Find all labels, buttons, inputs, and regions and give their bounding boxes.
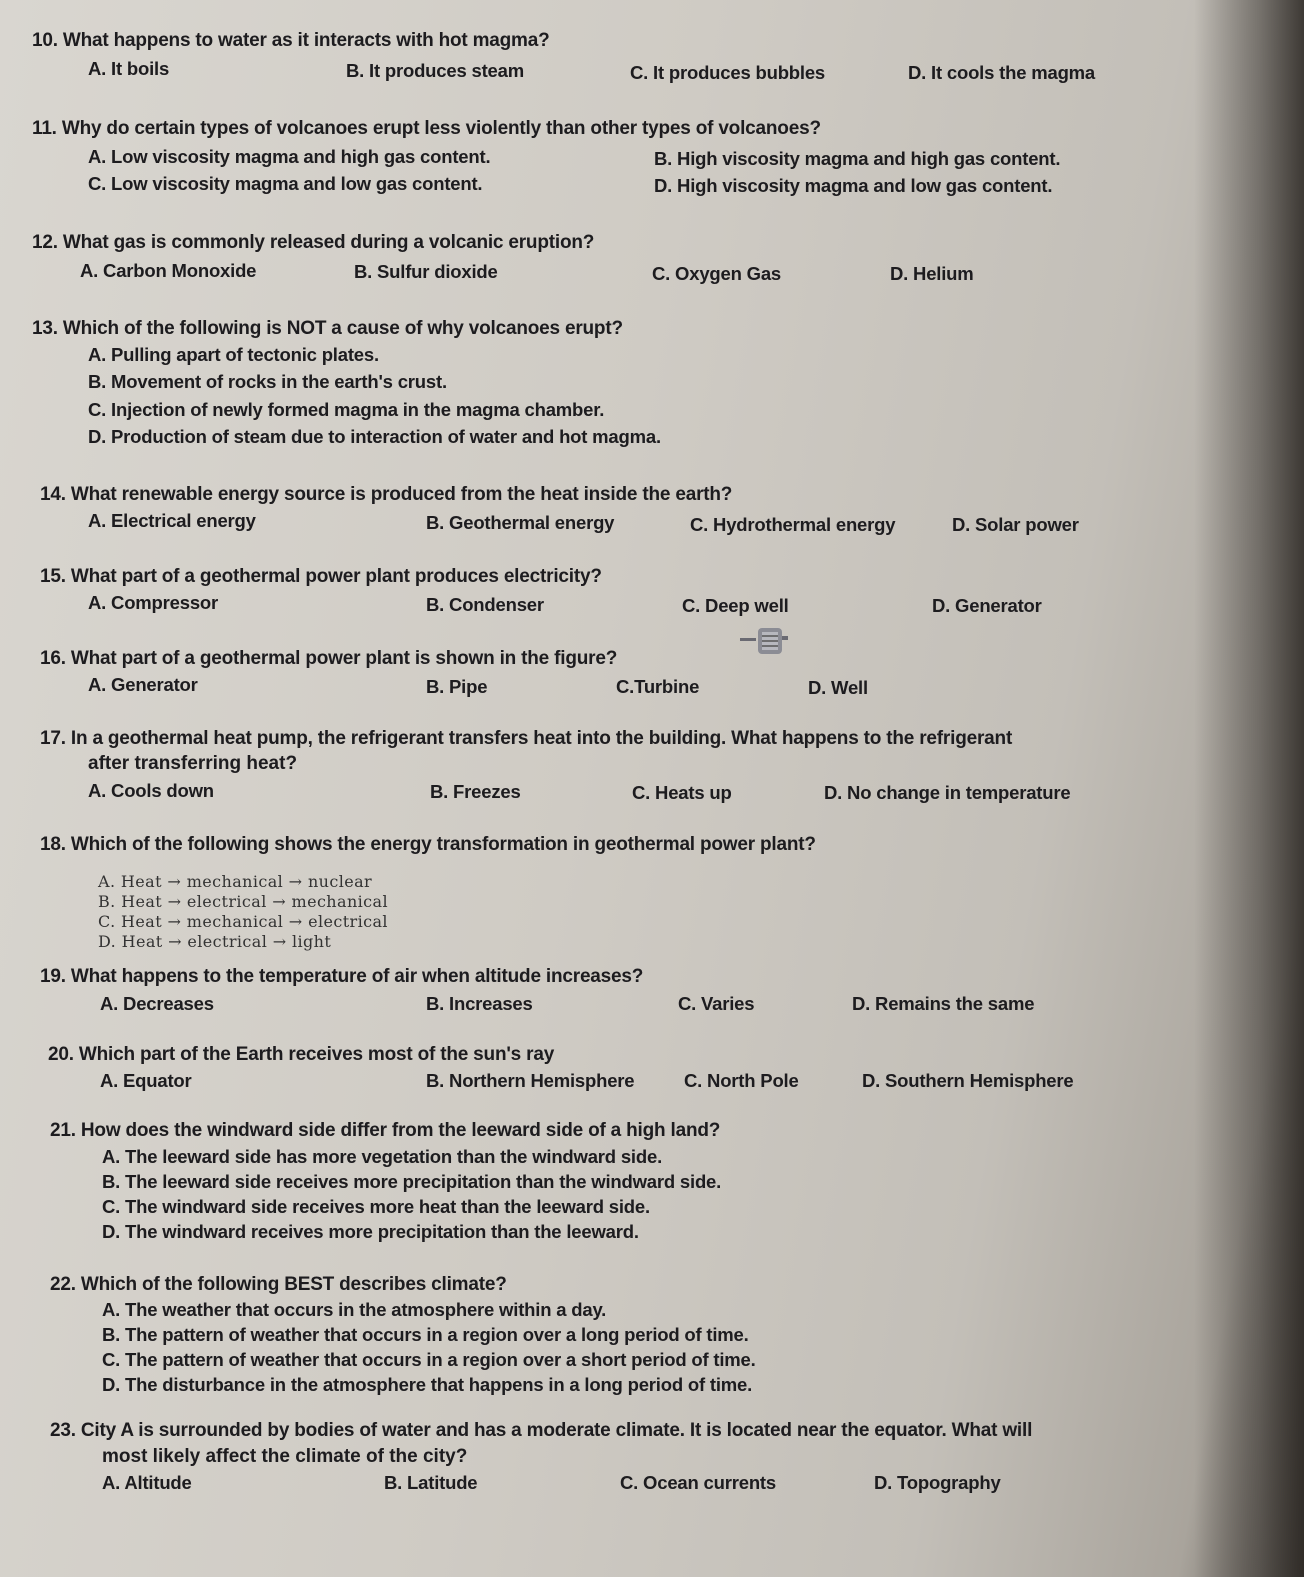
question-14-option-d: D. Solar power <box>952 514 1079 535</box>
question-12-option-a: A. Carbon Monoxide <box>80 260 257 281</box>
question-13-option-c: C. Injection of newly formed magma in the magma chamber. <box>88 399 605 420</box>
question-10-option-b: B. It produces steam <box>346 60 524 81</box>
question-19-option-c: C. Varies <box>678 993 755 1014</box>
question-23-option-c: C. Ocean currents <box>620 1472 776 1493</box>
question-14-option-a: A. Electrical energy <box>88 510 256 531</box>
question-18-option-a: A. Heat → mechanical → nuclear <box>98 872 373 891</box>
question-12-option-c: C. Oxygen Gas <box>652 263 782 284</box>
question-10-option-d: D. It cools the magma <box>908 62 1096 83</box>
question-23-stem-continued: most likely affect the climate of the city? <box>102 1446 468 1467</box>
question-22-stem: 22. Which of the following BEST describes climate? <box>50 1274 507 1295</box>
question-18-option-d: D. Heat → electrical → light <box>98 932 332 951</box>
question-15-stem: 15. What part of a geothermal power plant produces electricity? <box>40 566 602 587</box>
question-11-stem: 11. Why do certain types of volcanoes erupt less violently than other types of volcanoes? <box>32 118 821 139</box>
page-shadow-edge <box>1194 0 1304 1577</box>
question-10-option-a: A. It boils <box>88 58 170 79</box>
question-18-stem: 18. Which of the following shows the energy transformation in geothermal power plant? <box>40 834 816 855</box>
question-21-option-b: B. The leeward side receives more precipitation than the windward side. <box>102 1171 722 1192</box>
question-16-stem: 16. What part of a geothermal power plant is shown in the figure? <box>40 648 618 669</box>
question-15-option-d: D. Generator <box>932 595 1042 616</box>
question-20-option-c: C. North Pole <box>684 1070 799 1091</box>
question-13-stem: 13. Which of the following is NOT a cause of why volcanoes erupt? <box>32 318 623 339</box>
question-17-option-b: B. Freezes <box>430 781 521 802</box>
question-22-option-b: B. The pattern of weather that occurs in a region over a long period of time. <box>102 1324 749 1345</box>
question-20-option-b: B. Northern Hemisphere <box>426 1070 635 1091</box>
question-20-stem: 20. Which part of the Earth receives most of the sun's ray <box>48 1044 555 1065</box>
question-18-option-c: C. Heat → mechanical → electrical <box>98 912 388 931</box>
question-17-stem: 17. In a geothermal heat pump, the refrigerant transfers heat into the building. What happens to the refrigerant <box>40 728 1013 749</box>
question-14-stem: 14. What renewable energy source is produced from the heat inside the earth? <box>40 484 733 505</box>
question-19-option-a: A. Decreases <box>100 993 214 1014</box>
question-13-option-b: B. Movement of rocks in the earth's crust. <box>88 371 447 392</box>
question-21-option-d: D. The windward receives more precipitation than the leeward. <box>102 1221 639 1242</box>
question-20-option-a: A. Equator <box>100 1070 192 1091</box>
question-21-option-a: A. The leeward side has more vegetation than the windward side. <box>102 1146 663 1167</box>
question-15-option-c: C. Deep well <box>682 595 789 616</box>
question-13-option-d: D. Production of steam due to interaction of water and hot magma. <box>88 426 661 447</box>
question-17-option-a: A. Cools down <box>88 780 214 801</box>
question-16-option-d: D. Well <box>808 677 868 698</box>
question-16-option-c: C.Turbine <box>616 676 700 697</box>
question-19-option-b: B. Increases <box>426 993 533 1014</box>
question-12-option-d: D. Helium <box>890 263 974 284</box>
question-17-option-d: D. No change in temperature <box>824 782 1071 803</box>
question-17-option-c: C. Heats up <box>632 782 732 803</box>
question-10-stem: 10. What happens to water as it interacts with hot magma? <box>32 30 550 51</box>
question-15-option-a: A. Compressor <box>88 592 219 613</box>
question-12-option-b: B. Sulfur dioxide <box>354 261 498 282</box>
question-12-stem: 12. What gas is commonly released during a volcanic eruption? <box>32 232 595 253</box>
question-22-option-c: C. The pattern of weather that occurs in a region over a short period of time. <box>102 1349 756 1370</box>
question-11-option-c: C. Low viscosity magma and low gas content. <box>88 173 483 194</box>
question-23-option-a: A. Altitude <box>102 1472 192 1493</box>
question-11-option-a: A. Low viscosity magma and high gas content. <box>88 146 491 167</box>
question-19-stem: 19. What happens to the temperature of air when altitude increases? <box>40 966 644 987</box>
question-17-stem-continued: after transferring heat? <box>88 753 298 774</box>
question-14-option-b: B. Geothermal energy <box>426 512 615 533</box>
question-23-stem: 23. City A is surrounded by bodies of water and has a moderate climate. It is located near the equator. What will <box>50 1420 1033 1441</box>
question-11-option-b: B. High viscosity magma and high gas content. <box>654 148 1061 169</box>
question-10-option-c: C. It produces bubbles <box>630 62 826 83</box>
question-14-option-c: C. Hydrothermal energy <box>690 514 896 535</box>
question-16-option-a: A. Generator <box>88 674 198 695</box>
question-20-option-d: D. Southern Hemisphere <box>862 1070 1074 1091</box>
question-11-option-d: D. High viscosity magma and low gas content. <box>654 175 1053 196</box>
question-22-option-d: D. The disturbance in the atmosphere that happens in a long period of time. <box>102 1374 753 1395</box>
question-23-option-b: B. Latitude <box>384 1472 478 1493</box>
question-18-option-b: B. Heat → electrical → mechanical <box>98 892 388 911</box>
question-23-option-d: D. Topography <box>874 1472 1001 1493</box>
question-21-option-c: C. The windward side receives more heat than the leeward side. <box>102 1196 650 1217</box>
question-15-option-b: B. Condenser <box>426 594 544 615</box>
question-19-option-d: D. Remains the same <box>852 993 1035 1014</box>
question-16-option-b: B. Pipe <box>426 676 488 697</box>
turbine-icon <box>740 622 788 662</box>
question-21-stem: 21. How does the windward side differ from the leeward side of a high land? <box>50 1120 721 1141</box>
question-22-option-a: A. The weather that occurs in the atmosphere within a day. <box>102 1299 607 1320</box>
question-13-option-a: A. Pulling apart of tectonic plates. <box>88 344 379 365</box>
